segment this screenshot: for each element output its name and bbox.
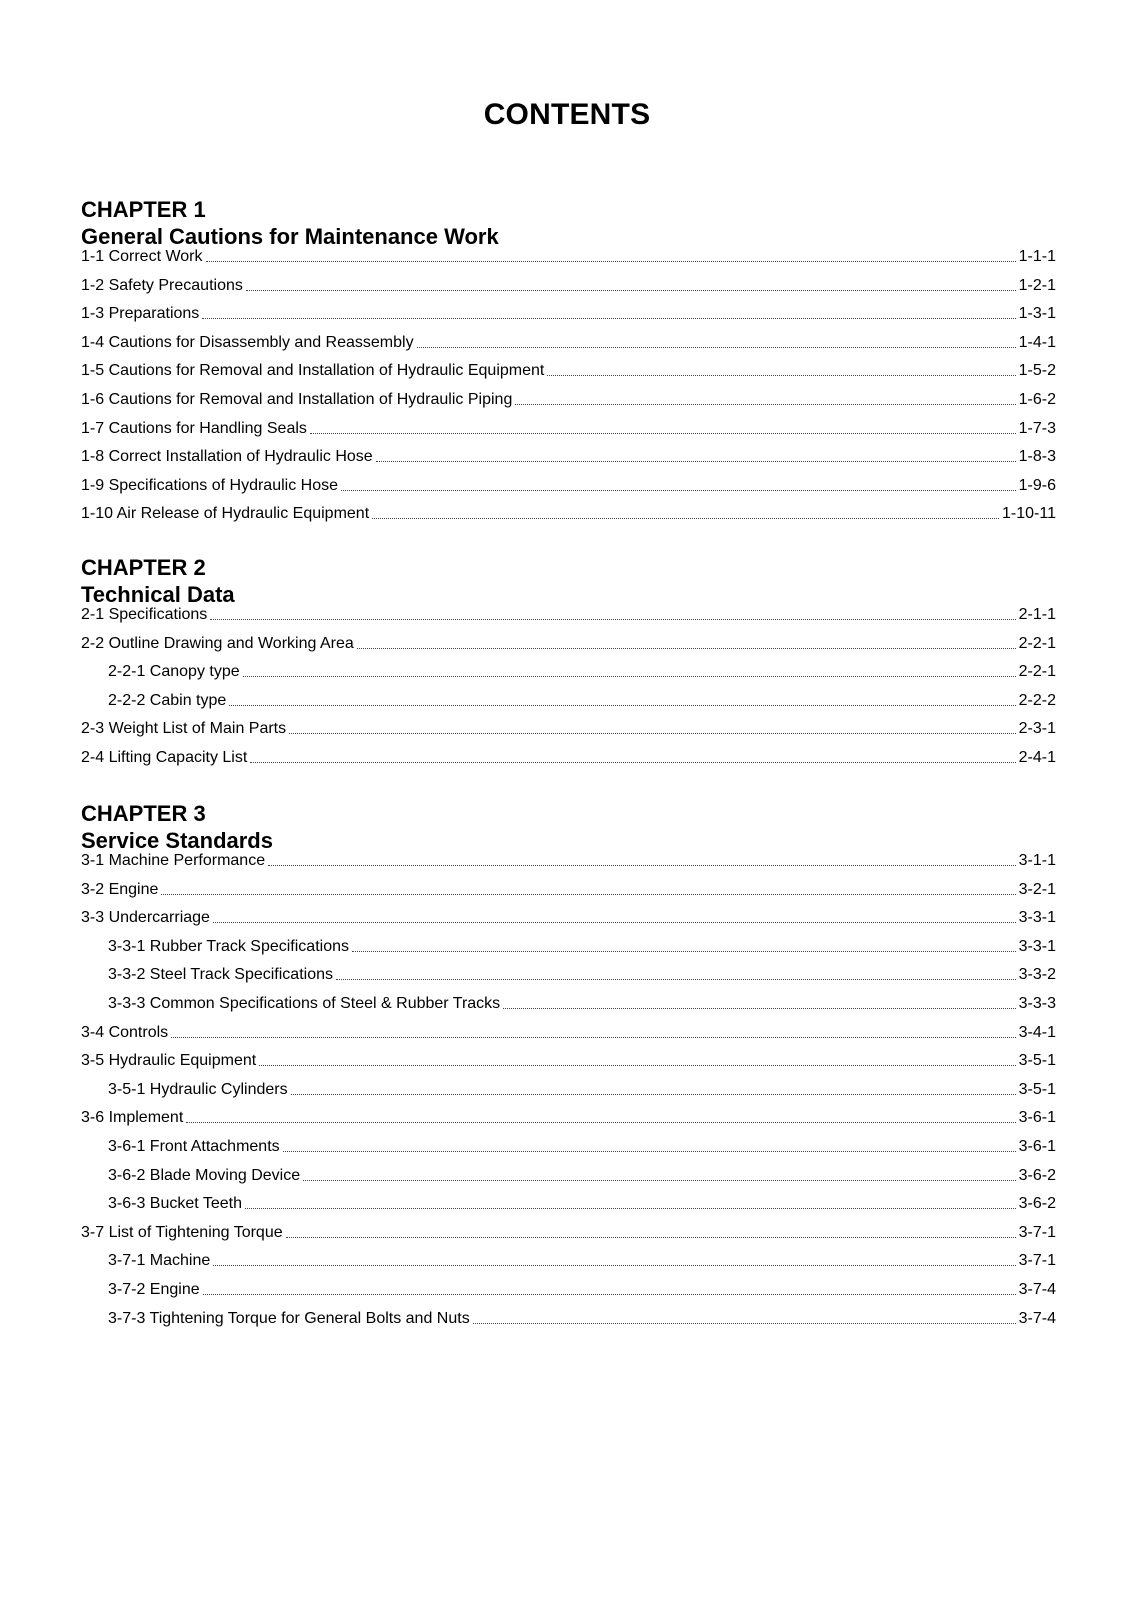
toc-entry-page: 3-2-1 bbox=[1018, 880, 1056, 898]
toc-entry-page: 1-4-1 bbox=[1018, 333, 1056, 351]
dot-leader bbox=[186, 1110, 1015, 1124]
toc-entry-label: 3-3-2 Steel Track Specifications bbox=[108, 966, 333, 984]
toc-entry-label: 3-1 Machine Performance bbox=[81, 852, 266, 869]
dot-leader bbox=[515, 392, 1015, 406]
toc-subentry[interactable] bbox=[81, 681, 1056, 710]
toc-entry-label: 3-5 Hydraulic Equipment bbox=[81, 1052, 257, 1070]
toc-entry[interactable] bbox=[81, 870, 1056, 899]
chapter-number: CHAPTER 2 bbox=[81, 555, 206, 580]
toc-entry-label: 3-3-1 Rubber Track Specifications bbox=[108, 937, 349, 955]
dot-leader bbox=[303, 1168, 1016, 1182]
toc-entry-page: 1-6-2 bbox=[1018, 390, 1056, 408]
page-title: CONTENTS bbox=[483, 98, 651, 131]
toc-subentry[interactable] bbox=[81, 927, 1056, 956]
toc-subentry[interactable] bbox=[81, 653, 1056, 682]
dot-leader bbox=[250, 750, 1015, 764]
toc-entry-label: 1-5 Cautions for Removal and Installation of Hydraulic Equipment bbox=[81, 362, 545, 380]
toc-entry-label: 3-4 Controls bbox=[81, 1023, 169, 1041]
toc-entry-label: 3-6-2 Blade Moving Device bbox=[108, 1166, 301, 1184]
toc-entry-label: 3-3-3 Common Specifications of Steel & Rubber Tracks bbox=[108, 994, 501, 1012]
toc-entry-page: 3-1-1 bbox=[1018, 852, 1056, 869]
toc-entry-page: 1-3-1 bbox=[1018, 305, 1056, 323]
toc-entry-label: 1-2 Safety Precautions bbox=[81, 276, 243, 294]
toc-list bbox=[81, 608, 1056, 767]
dot-leader bbox=[352, 939, 1016, 953]
toc-entry-label: 2-1 Specifications bbox=[81, 606, 208, 623]
toc-subentry[interactable] bbox=[81, 1127, 1056, 1156]
toc-list bbox=[81, 854, 1056, 1328]
toc-entry-page: 2-2-1 bbox=[1018, 663, 1056, 681]
toc-entry-page: 3-5-1 bbox=[1018, 1080, 1056, 1098]
toc-entry-label: 3-6-1 Front Attachments bbox=[108, 1137, 280, 1155]
toc-entry[interactable] bbox=[81, 495, 1056, 524]
toc-subentry[interactable] bbox=[81, 984, 1056, 1013]
toc-subentry[interactable] bbox=[81, 1070, 1056, 1099]
toc-entry-label: 3-7-2 Engine bbox=[108, 1280, 200, 1298]
dot-leader bbox=[213, 910, 1016, 924]
toc-entry[interactable] bbox=[81, 608, 1056, 624]
toc-entry-page: 3-6-1 bbox=[1018, 1109, 1056, 1127]
chapter-title: General Cautions for Maintenance Work bbox=[81, 224, 499, 249]
toc-entry-page: 1-2-1 bbox=[1018, 276, 1056, 294]
toc-subentry[interactable] bbox=[81, 1185, 1056, 1214]
dot-leader bbox=[372, 506, 999, 520]
toc-entry-page: 1-9-6 bbox=[1018, 476, 1056, 494]
toc-entry[interactable] bbox=[81, 1013, 1056, 1042]
toc-entry-page: 1-10-11 bbox=[1002, 505, 1056, 523]
chapter-number: CHAPTER 3 bbox=[81, 801, 206, 826]
toc-subentry[interactable] bbox=[81, 1242, 1056, 1271]
toc-subentry[interactable] bbox=[81, 1299, 1056, 1328]
toc-entry-label: 3-2 Engine bbox=[81, 880, 159, 898]
toc-entry-page: 1-5-2 bbox=[1018, 362, 1056, 380]
dot-leader bbox=[210, 607, 1015, 621]
dot-leader bbox=[286, 1225, 1016, 1239]
toc-entry-page: 3-3-2 bbox=[1018, 966, 1056, 984]
toc-entry-label: 1-4 Cautions for Disassembly and Reassembly bbox=[81, 333, 414, 351]
toc-entry-label: 2-2 Outline Drawing and Working Area bbox=[81, 634, 354, 652]
dot-leader bbox=[243, 664, 1016, 678]
chapter-number: CHAPTER 1 bbox=[81, 197, 206, 222]
toc-entry-label: 3-5-1 Hydraulic Cylinders bbox=[108, 1080, 288, 1098]
chapter-title: Technical Data bbox=[81, 582, 235, 607]
toc-entry[interactable] bbox=[81, 1213, 1056, 1242]
toc-entry-label: 1-6 Cautions for Removal and Installation of Hydraulic Piping bbox=[81, 390, 513, 408]
dot-leader bbox=[171, 1025, 1015, 1039]
toc-entry-page: 3-7-1 bbox=[1018, 1223, 1056, 1241]
dot-leader bbox=[291, 1082, 1016, 1096]
dot-leader bbox=[357, 636, 1016, 650]
toc-subentry[interactable] bbox=[81, 1270, 1056, 1299]
toc-entry[interactable] bbox=[81, 710, 1056, 739]
dot-leader bbox=[259, 1053, 1015, 1067]
toc-entry-page: 3-3-1 bbox=[1018, 909, 1056, 927]
dot-leader bbox=[283, 1139, 1016, 1153]
toc-entry-label: 3-6 Implement bbox=[81, 1109, 184, 1127]
toc-entry-label: 3-7-3 Tightening Torque for General Bolts and Nuts bbox=[108, 1309, 470, 1327]
toc-subentry[interactable] bbox=[81, 956, 1056, 985]
toc-entry-label: 3-3 Undercarriage bbox=[81, 909, 210, 927]
dot-leader bbox=[310, 421, 1016, 435]
toc-entry-label: 2-4 Lifting Capacity List bbox=[81, 748, 248, 766]
toc-entry-page: 3-4-1 bbox=[1018, 1023, 1056, 1041]
toc-entry[interactable] bbox=[81, 266, 1056, 295]
toc-entry[interactable] bbox=[81, 438, 1056, 467]
toc-entry[interactable] bbox=[81, 295, 1056, 324]
toc-entry-label: 3-7 List of Tightening Torque bbox=[81, 1223, 283, 1241]
toc-entry-label: 2-2-1 Canopy type bbox=[108, 663, 240, 681]
toc-entry-page: 3-3-3 bbox=[1018, 994, 1056, 1012]
dot-leader bbox=[268, 853, 1016, 867]
toc-entry-page: 1-7-3 bbox=[1018, 419, 1056, 437]
toc-entry-page: 2-2-2 bbox=[1018, 691, 1056, 709]
toc-entry[interactable] bbox=[81, 250, 1056, 266]
toc-entry[interactable] bbox=[81, 380, 1056, 409]
chapter-3 bbox=[81, 800, 1056, 1328]
dot-leader bbox=[289, 721, 1016, 735]
toc-entry-page: 2-1-1 bbox=[1018, 606, 1056, 623]
dot-leader bbox=[245, 1196, 1016, 1210]
toc-entry[interactable] bbox=[81, 352, 1056, 381]
dot-leader bbox=[503, 996, 1015, 1010]
dot-leader bbox=[206, 249, 1016, 263]
dot-leader bbox=[417, 335, 1016, 349]
toc-entry-page: 3-6-2 bbox=[1018, 1195, 1056, 1213]
dot-leader bbox=[246, 278, 1016, 292]
toc-entry-label: 1-3 Preparations bbox=[81, 305, 200, 323]
dot-leader bbox=[202, 306, 1015, 320]
toc-entry-label: 1-7 Cautions for Handling Seals bbox=[81, 419, 307, 437]
toc-entry-page: 3-7-4 bbox=[1018, 1309, 1056, 1327]
toc-entry-label: 1-10 Air Release of Hydraulic Equipment bbox=[81, 505, 370, 523]
toc-entry[interactable] bbox=[81, 854, 1056, 870]
toc-entry-label: 3-7-1 Machine bbox=[108, 1252, 211, 1270]
toc-subentry[interactable] bbox=[81, 1156, 1056, 1185]
toc-entry-page: 1-1-1 bbox=[1018, 248, 1056, 265]
dot-leader bbox=[473, 1311, 1016, 1325]
dot-leader bbox=[341, 478, 1016, 492]
chapter-1 bbox=[81, 196, 1056, 523]
toc-entry-page: 1-8-3 bbox=[1018, 448, 1056, 466]
toc-entry[interactable] bbox=[81, 899, 1056, 928]
toc-entry-page: 2-2-1 bbox=[1018, 634, 1056, 652]
toc-entry-label: 2-3 Weight List of Main Parts bbox=[81, 720, 287, 738]
toc-entry-page: 2-4-1 bbox=[1018, 748, 1056, 766]
toc-entry[interactable] bbox=[81, 466, 1056, 495]
dot-leader bbox=[203, 1282, 1016, 1296]
toc-entry[interactable] bbox=[81, 1042, 1056, 1071]
toc-entry-page: 3-3-1 bbox=[1018, 937, 1056, 955]
dot-leader bbox=[161, 882, 1015, 896]
dot-leader bbox=[547, 363, 1015, 377]
toc-list bbox=[81, 250, 1056, 523]
toc-entry-label: 1-9 Specifications of Hydraulic Hose bbox=[81, 476, 339, 494]
toc-entry-label: 1-8 Correct Installation of Hydraulic Hose bbox=[81, 448, 373, 466]
toc-entry-page: 3-6-1 bbox=[1018, 1137, 1056, 1155]
toc-entry-page: 3-7-4 bbox=[1018, 1280, 1056, 1298]
toc-entry-page: 2-3-1 bbox=[1018, 720, 1056, 738]
toc-entry-label: 1-1 Correct Work bbox=[81, 248, 203, 265]
toc-entry[interactable] bbox=[81, 323, 1056, 352]
toc-entry[interactable] bbox=[81, 624, 1056, 653]
chapter-2 bbox=[81, 554, 1056, 767]
toc-entry-label: 2-2-2 Cabin type bbox=[108, 691, 227, 709]
toc-entry-page: 3-6-2 bbox=[1018, 1166, 1056, 1184]
dot-leader bbox=[229, 693, 1015, 707]
toc-entry-page: 3-7-1 bbox=[1018, 1252, 1056, 1270]
toc-entry-label: 3-6-3 Bucket Teeth bbox=[108, 1195, 243, 1213]
dot-leader bbox=[336, 967, 1016, 981]
toc-entry[interactable] bbox=[81, 409, 1056, 438]
chapter-title: Service Standards bbox=[81, 828, 273, 853]
toc-entry[interactable] bbox=[81, 738, 1056, 767]
dot-leader bbox=[376, 449, 1016, 463]
toc-entry-page: 3-5-1 bbox=[1018, 1052, 1056, 1070]
toc-entry[interactable] bbox=[81, 1099, 1056, 1128]
dot-leader bbox=[213, 1253, 1015, 1267]
